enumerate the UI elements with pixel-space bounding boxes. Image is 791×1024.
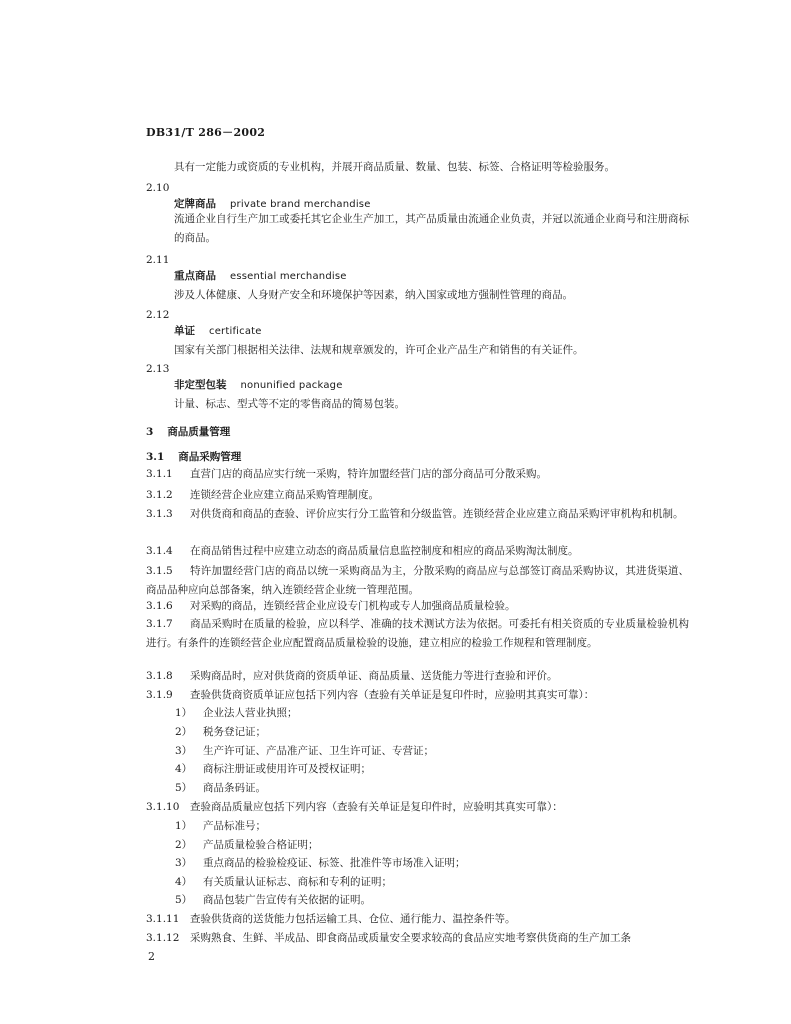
clause-text: 连锁经营企业应建立商品采购管理制度。 bbox=[190, 489, 379, 501]
clause-text: 采购商品时，应对供货商的资质单证、商品质量、送货能力等进行查验和评价。 bbox=[190, 670, 558, 682]
section-number: 3 bbox=[146, 426, 154, 438]
list-item-text: 重点商品的检验检疫证、标签、批准件等市场准入证明； bbox=[203, 857, 466, 869]
term-heading bbox=[174, 378, 343, 393]
term-cn: 定牌商品 bbox=[174, 198, 216, 210]
clause-number: 3.1.3 bbox=[146, 508, 173, 520]
list-item bbox=[175, 836, 319, 855]
list-item-number: 2） bbox=[175, 839, 193, 851]
list-item bbox=[175, 723, 266, 742]
clause-text: 在商品销售过程中应建立动态的商品质量信息监控制度和相应的商品采购淘汰制度。 bbox=[190, 545, 579, 557]
list-item bbox=[175, 817, 266, 836]
term-en: private brand merchandise bbox=[230, 199, 371, 210]
clause bbox=[146, 486, 689, 505]
list-item-number: 1） bbox=[175, 820, 193, 832]
term-definition: 计量、标志、型式等不定的零售商品的简易包装。 bbox=[174, 398, 405, 410]
list-item bbox=[175, 742, 434, 761]
clause bbox=[146, 615, 689, 653]
clause bbox=[146, 667, 689, 686]
clause-text: 特许加盟经营门店的商品以统一采购商品为主，分散采购的商品应与总部签订商品采购协议，其进货渠道、商品品种应向总部备案，纳入连锁经营企业统一管理范围。 bbox=[146, 565, 689, 596]
clause-text: 对采购的商品，连锁经营企业应设专门机构或专人加强商品质量检验。 bbox=[190, 600, 516, 612]
term-en: certificate bbox=[209, 326, 262, 337]
term-definition: 国家有关部门根据相关法律、法规和规章颁发的，许可企业产品生产和销售的有关证件。 bbox=[174, 344, 584, 356]
clause-number: 3.1.2 bbox=[146, 489, 173, 501]
clause bbox=[146, 542, 689, 561]
list-item-text: 产品标准号； bbox=[203, 820, 266, 832]
term-cn: 单证 bbox=[174, 325, 195, 337]
clause-number: 3.1.6 bbox=[146, 600, 173, 612]
intro-line: 具有一定能力或资质的专业机构，并展开商品质量、数量、包装、标签、合格证明等检验服务。 bbox=[174, 161, 615, 173]
clause-text: 对供货商和商品的查验、评价应实行分工监管和分级监管。连锁经营企业应建立商品采购评审机构和机制。 bbox=[190, 508, 684, 520]
clause bbox=[146, 505, 689, 524]
list-item bbox=[175, 873, 392, 892]
list-item-text: 企业法人营业执照； bbox=[203, 707, 298, 719]
clause-number: 3.1.12 bbox=[146, 932, 180, 944]
page-number: 2 bbox=[148, 950, 155, 963]
clause-number: 3.1.10 bbox=[146, 801, 180, 813]
list-item bbox=[175, 779, 266, 798]
clause bbox=[146, 929, 689, 948]
term-number: 2.10 bbox=[146, 182, 170, 194]
clause bbox=[146, 562, 689, 600]
clause-number: 3.1.4 bbox=[146, 545, 173, 557]
term-heading bbox=[174, 269, 347, 284]
list-item-number: 3） bbox=[175, 857, 193, 869]
list-item-text: 产品质量检验合格证明； bbox=[203, 839, 319, 851]
clause-number: 3.1.7 bbox=[146, 618, 173, 630]
section-heading bbox=[146, 424, 230, 439]
subsection-heading bbox=[146, 449, 241, 464]
list-item-number: 5） bbox=[175, 894, 193, 906]
subsection-title: 商品采购管理 bbox=[178, 451, 242, 463]
clause-text: 采购熟食、生鲜、半成品、即食商品或质量安全要求较高的食品应实地考察供货商的生产加工条 bbox=[190, 932, 631, 944]
list-item-number: 3） bbox=[175, 745, 193, 757]
list-item bbox=[175, 760, 371, 779]
list-item-text: 商品条码证。 bbox=[203, 782, 266, 794]
list-item-text: 税务登记证； bbox=[203, 726, 266, 738]
term-definition: 流通企业自行生产加工或委托其它企业生产加工，其产品质量由流通企业负责，并冠以流通企业商号和注册商标的商品。 bbox=[174, 213, 689, 244]
term-definition: 涉及人体健康、人身财产安全和环境保护等因素，纳入国家或地方强制性管理的商品。 bbox=[174, 289, 573, 301]
list-item bbox=[175, 891, 371, 910]
list-item-number: 1） bbox=[175, 707, 193, 719]
clause-number: 3.1.1 bbox=[146, 468, 173, 480]
clause-text: 查验供货商的送货能力包括运输工具、仓位、通行能力、温控条件等。 bbox=[190, 913, 516, 925]
clause-text: 直营门店的商品应实行统一采购，特许加盟经营门店的部分商品可分散采购。 bbox=[190, 468, 547, 480]
clause bbox=[146, 910, 689, 929]
clause-text: 查验供货商资质单证应包括下列内容（查验有关单证是复印件时，应验明其真实可靠）： bbox=[190, 689, 595, 701]
clause-number: 3.1.11 bbox=[146, 913, 180, 925]
clause bbox=[146, 597, 689, 616]
standard-code-header: DB31/T 286－2002 bbox=[146, 126, 266, 139]
term-heading bbox=[174, 324, 262, 339]
list-item-text: 商标注册证或使用许可及授权证明； bbox=[203, 763, 371, 775]
clause-text: 商品采购时在质量的检验，应以科学、准确的技术测试方法为依据。可委托有相关资质的专业质量检验机构进行。有条件的连锁经营企业应配置商品质量检验的设施，建立相应的检验工作规程和管理制度。 bbox=[146, 618, 689, 649]
clause bbox=[146, 798, 689, 817]
term-number: 2.11 bbox=[146, 254, 170, 266]
term-cn: 非定型包装 bbox=[174, 379, 227, 391]
clause bbox=[146, 686, 689, 705]
clause-number: 3.1.8 bbox=[146, 670, 173, 682]
clause-number: 3.1.9 bbox=[146, 689, 173, 701]
term-number: 2.13 bbox=[146, 363, 170, 375]
section-title: 商品质量管理 bbox=[167, 426, 231, 438]
list-item-text: 生产许可证、产品准产证、卫生许可证、专营证； bbox=[203, 745, 434, 757]
list-item-number: 4） bbox=[175, 876, 193, 888]
list-item-number: 2） bbox=[175, 726, 193, 738]
list-item-number: 5） bbox=[175, 782, 193, 794]
clause-number: 3.1.5 bbox=[146, 565, 173, 577]
list-item bbox=[175, 704, 298, 723]
list-item-text: 有关质量认证标志、商标和专利的证明； bbox=[203, 876, 392, 888]
term-en: nonunified package bbox=[240, 380, 343, 391]
clause bbox=[146, 465, 689, 484]
term-cn: 重点商品 bbox=[174, 270, 216, 282]
term-number: 2.12 bbox=[146, 309, 170, 321]
term-en: essential merchandise bbox=[230, 271, 347, 282]
list-item-number: 4） bbox=[175, 763, 193, 775]
subsection-number: 3.1 bbox=[146, 451, 165, 463]
list-item-text: 商品包装广告宣传有关依据的证明。 bbox=[203, 894, 371, 906]
clause-text: 查验商品质量应包括下列内容（查验有关单证是复印件时，应验明其真实可靠）： bbox=[190, 801, 563, 813]
list-item bbox=[175, 854, 466, 873]
